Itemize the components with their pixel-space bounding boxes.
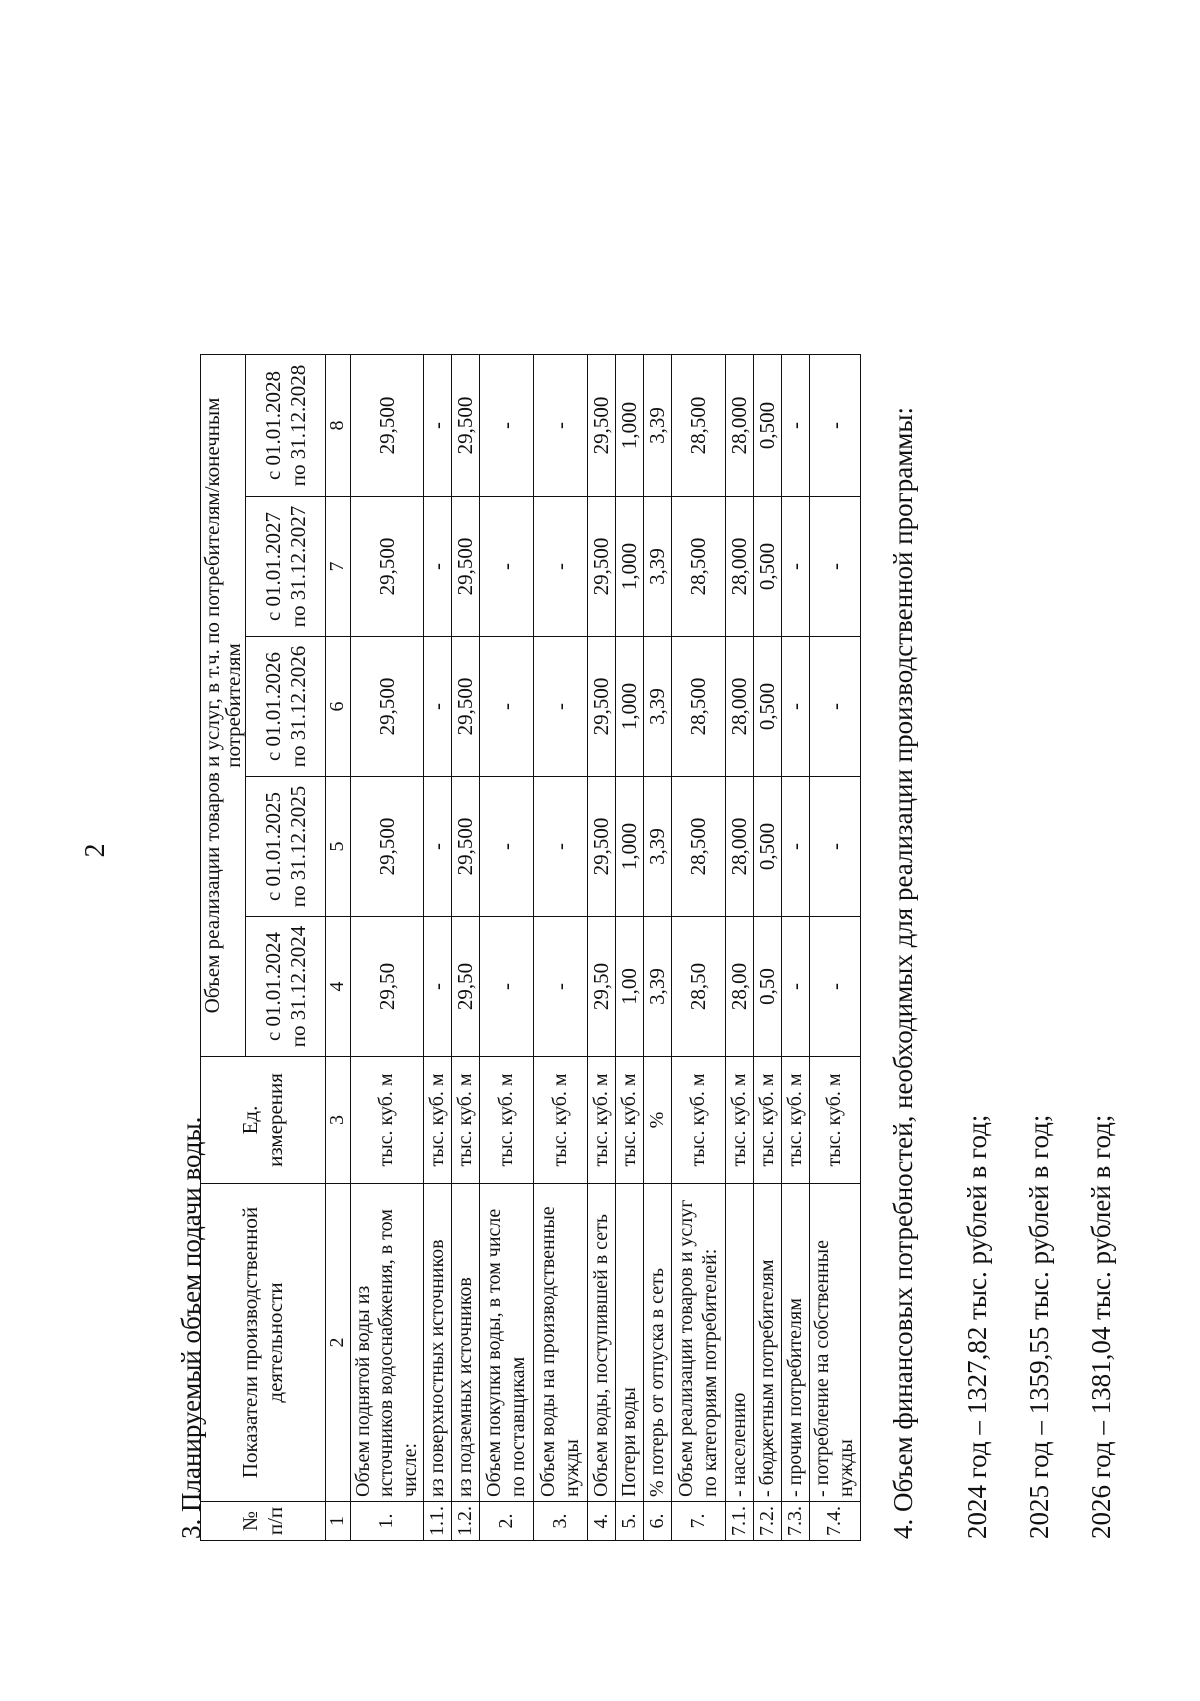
row-value-2028: 29,500 xyxy=(588,355,616,497)
row-value-2027: 29,500 xyxy=(452,497,480,637)
table-header xyxy=(201,355,351,1541)
row-indicator: Объем воды, поступившей в сеть xyxy=(588,1184,616,1502)
page-number: 2 xyxy=(80,843,111,858)
row-value-2028: 28,000 xyxy=(726,355,754,497)
column-number-row xyxy=(326,355,351,1541)
row-value-2026: 0,500 xyxy=(754,637,782,777)
row-number: 7.3. xyxy=(782,1502,810,1541)
row-unit: тыс. куб. м xyxy=(534,1057,588,1184)
row-unit: тыс. куб. м xyxy=(726,1057,754,1184)
table-row xyxy=(782,355,810,1541)
table-row xyxy=(616,355,644,1541)
row-value-2026: 29,500 xyxy=(350,637,424,777)
row-number: 3. xyxy=(534,1502,588,1541)
column-number-6: 6 xyxy=(326,637,351,777)
header-period-2027: с 01.01.2027 по 31.12.2027 xyxy=(246,497,326,637)
row-number: 2. xyxy=(480,1502,534,1541)
row-value-2026: 28,500 xyxy=(672,637,726,777)
financial-need-2026: 2026 год – 1381,04 тыс. рублей в год; xyxy=(1086,1114,1116,1539)
table-row xyxy=(726,355,754,1541)
row-value-2024: 0,50 xyxy=(754,917,782,1057)
row-value-2027: 29,500 xyxy=(588,497,616,637)
table-row xyxy=(588,355,616,1541)
row-value-2025: - xyxy=(480,777,534,917)
row-value-2024: 29,50 xyxy=(350,917,424,1057)
row-indicator: Объем поднятой воды из источников водоснабжения, в том числе: xyxy=(350,1184,424,1502)
row-value-2026: 28,000 xyxy=(726,637,754,777)
row-value-2028: - xyxy=(534,355,588,497)
row-value-2024: - xyxy=(480,917,534,1057)
section-3-title: 3. Планируемый объем подачи воды. xyxy=(176,1116,206,1539)
row-value-2024: 3,39 xyxy=(644,917,672,1057)
row-value-2026: 29,500 xyxy=(588,637,616,777)
row-indicator: Объем воды на производственные нужды xyxy=(534,1184,588,1502)
row-value-2026: 1,000 xyxy=(616,637,644,777)
column-number-3: 3 xyxy=(326,1057,351,1184)
row-value-2026: 29,500 xyxy=(452,637,480,777)
row-value-2028: - xyxy=(424,355,452,497)
row-number: 1.1. xyxy=(424,1502,452,1541)
row-value-2024: 29,50 xyxy=(452,917,480,1057)
table-row xyxy=(754,355,782,1541)
row-indicator: из поверхностных источников xyxy=(424,1184,452,1502)
header-unit: Ед. измерения xyxy=(201,1057,326,1184)
row-indicator: - населению xyxy=(726,1184,754,1502)
column-number-5: 5 xyxy=(326,777,351,917)
row-value-2027: 28,000 xyxy=(726,497,754,637)
row-value-2025: 1,000 xyxy=(616,777,644,917)
table-row xyxy=(644,355,672,1541)
row-value-2027: - xyxy=(810,497,860,637)
header-sales-volume: Объем реализации товаров и услуг, в т.ч. по потребителям/конечным потребителям xyxy=(201,355,246,1057)
row-value-2027: 0,500 xyxy=(754,497,782,637)
table-row xyxy=(480,355,534,1541)
header-row-group xyxy=(201,355,246,1541)
row-value-2024: - xyxy=(424,917,452,1057)
row-indicator: Объем покупки воды, в том числе по поставщикам xyxy=(480,1184,534,1502)
row-unit: тыс. куб. м xyxy=(672,1057,726,1184)
row-value-2028: 28,500 xyxy=(672,355,726,497)
row-indicator: Потери воды xyxy=(616,1184,644,1502)
column-number-8: 8 xyxy=(326,355,351,497)
row-value-2025: 0,500 xyxy=(754,777,782,917)
row-number: 7.1. xyxy=(726,1502,754,1541)
row-value-2028: 29,500 xyxy=(452,355,480,497)
row-unit: % xyxy=(644,1057,672,1184)
row-value-2025: - xyxy=(424,777,452,917)
table-row xyxy=(452,355,480,1541)
row-value-2027: - xyxy=(424,497,452,637)
row-value-2027: - xyxy=(782,497,810,637)
column-number-2: 2 xyxy=(326,1184,351,1502)
row-value-2026: - xyxy=(534,637,588,777)
table-row xyxy=(534,355,588,1541)
row-value-2025: 29,500 xyxy=(588,777,616,917)
row-unit: тыс. куб. м xyxy=(616,1057,644,1184)
row-value-2027: - xyxy=(534,497,588,637)
row-indicator: - потребление на собственные нужды xyxy=(810,1184,860,1502)
row-value-2028: - xyxy=(782,355,810,497)
row-value-2024: - xyxy=(810,917,860,1057)
row-value-2025: 3,39 xyxy=(644,777,672,917)
row-value-2025: 29,500 xyxy=(452,777,480,917)
row-value-2025: 29,500 xyxy=(350,777,424,917)
row-value-2028: 3,39 xyxy=(644,355,672,497)
column-number-1: 1 xyxy=(326,1502,351,1541)
row-unit: тыс. куб. м xyxy=(782,1057,810,1184)
header-period-2025: с 01.01.2025 по 31.12.2025 xyxy=(246,777,326,917)
table-row xyxy=(672,355,726,1541)
row-number: 5. xyxy=(616,1502,644,1541)
row-unit: тыс. куб. м xyxy=(754,1057,782,1184)
row-indicator: - бюджетным потребителям xyxy=(754,1184,782,1502)
table-row xyxy=(424,355,452,1541)
row-indicator: - прочим потребителям xyxy=(782,1184,810,1502)
row-number: 7.4. xyxy=(810,1502,860,1541)
row-value-2025: 28,000 xyxy=(726,777,754,917)
table-body xyxy=(350,355,860,1541)
row-unit: тыс. куб. м xyxy=(424,1057,452,1184)
row-number: 4. xyxy=(588,1502,616,1541)
row-value-2027: 29,500 xyxy=(350,497,424,637)
row-value-2025: - xyxy=(534,777,588,917)
row-unit: тыс. куб. м xyxy=(480,1057,534,1184)
row-value-2027: - xyxy=(480,497,534,637)
table-row xyxy=(810,355,860,1541)
financial-need-2025: 2025 год – 1359,55 тыс. рублей в год; xyxy=(1024,1114,1054,1539)
row-number: 7. xyxy=(672,1502,726,1541)
row-unit: тыс. куб. м xyxy=(350,1057,424,1184)
row-value-2027: 3,39 xyxy=(644,497,672,637)
row-value-2028: - xyxy=(810,355,860,497)
row-value-2028: 29,500 xyxy=(350,355,424,497)
row-value-2025: - xyxy=(810,777,860,917)
row-indicator: Объем реализации товаров и услуг по категориям потребителей: xyxy=(672,1184,726,1502)
water-supply-table-wrapper xyxy=(200,354,861,1541)
section-4-title: 4. Объем финансовых потребностей, необходимых для реализации производственной программы: xyxy=(888,406,918,1539)
column-number-4: 4 xyxy=(326,917,351,1057)
row-value-2026: 3,39 xyxy=(644,637,672,777)
row-value-2026: - xyxy=(810,637,860,777)
row-value-2025: 28,500 xyxy=(672,777,726,917)
row-value-2027: 1,000 xyxy=(616,497,644,637)
row-value-2027: 28,500 xyxy=(672,497,726,637)
header-period-2026: с 01.01.2026 по 31.12.2026 xyxy=(246,637,326,777)
row-value-2024: - xyxy=(534,917,588,1057)
row-number: 6. xyxy=(644,1502,672,1541)
row-value-2026: - xyxy=(424,637,452,777)
row-indicator: % потерь от отпуска в сеть xyxy=(644,1184,672,1502)
row-value-2024: - xyxy=(782,917,810,1057)
row-value-2025: - xyxy=(782,777,810,917)
row-unit: тыс. куб. м xyxy=(588,1057,616,1184)
header-period-2024: с 01.01.2024 по 31.12.2024 xyxy=(246,917,326,1057)
row-unit: тыс. куб. м xyxy=(452,1057,480,1184)
row-value-2024: 28,00 xyxy=(726,917,754,1057)
row-number: 7.2. xyxy=(754,1502,782,1541)
row-value-2028: - xyxy=(480,355,534,497)
water-supply-table xyxy=(200,354,861,1541)
row-unit: тыс. куб. м xyxy=(810,1057,860,1184)
row-indicator: из подземных источников xyxy=(452,1184,480,1502)
row-value-2026: - xyxy=(480,637,534,777)
row-number: 1. xyxy=(350,1502,424,1541)
row-value-2024: 1,00 xyxy=(616,917,644,1057)
row-number: 1.2. xyxy=(452,1502,480,1541)
header-indicator: Показатели производственной деятельности xyxy=(201,1184,326,1502)
table-row xyxy=(350,355,424,1541)
row-value-2026: - xyxy=(782,637,810,777)
financial-need-2024: 2024 год – 1327,82 тыс. рублей в год; xyxy=(962,1114,992,1539)
header-number: № п/п xyxy=(201,1502,326,1541)
header-period-2028: с 01.01.2028 по 31.12.2028 xyxy=(246,355,326,497)
row-value-2024: 29,50 xyxy=(588,917,616,1057)
row-value-2028: 1,000 xyxy=(616,355,644,497)
column-number-7: 7 xyxy=(326,497,351,637)
row-value-2028: 0,500 xyxy=(754,355,782,497)
row-value-2024: 28,50 xyxy=(672,917,726,1057)
